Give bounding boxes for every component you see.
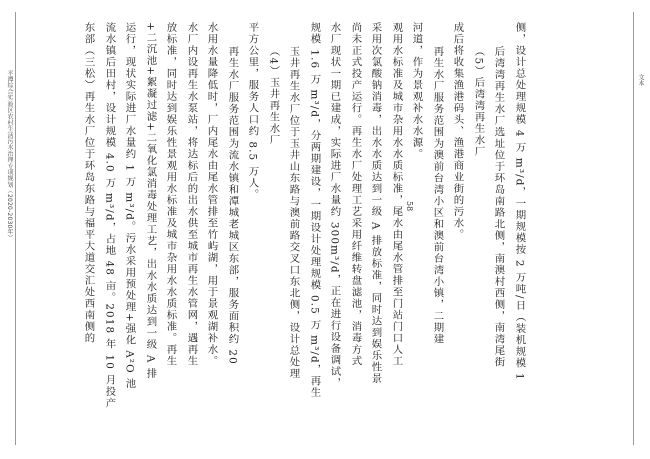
running-header-section: 文本 [637, 74, 644, 87]
text-line: 玉井再生水厂位于玉井山东路与澳前路交叉口东北侧，设计总处理 [287, 46, 300, 380]
text-line: 后湾湾再生水厂选址位于环岛南路北侧，南澳村西侧，南湾尾街 [492, 46, 505, 368]
text-line: 东部（三松）再生水厂位于环岛东路与福平大道交汇处西南侧的 [82, 22, 95, 344]
text-line: 平方公里，服务人口约 8.5 万人。 [246, 22, 259, 201]
margin-rule-left [15, 12, 16, 445]
text-line: 尚未正式投产运行。再生水厂处理工艺采用纤维转盘滤池，消毒方式 [349, 22, 362, 367]
text-line: 水厂现状一期已建成，实际进厂水量约 300m³/d，正在进行设备调试， [328, 22, 341, 389]
text-line: 水用水量降低时，厂内尾水由尾水管排至竹屿湖，用于景观湖补水。 [205, 22, 218, 367]
text-line: 成后将收集渔港码头、渔港商业街的污水。 [451, 22, 464, 241]
running-header-title: 平潭综合实验区农村生活污水治理专项规划（2020-2030年） [6, 70, 13, 241]
text-line: 采用次氯酸钠消毒，出水水质达到一级 A 排放标准，同时达到娱乐性景 [369, 22, 382, 385]
text-line: 河道，作为景观补水水源。 [410, 22, 423, 160]
section-heading: （4）玉井再生水厂 [267, 46, 280, 146]
text-line: 放标准，同时达到娱乐性景观用水标准及城市杂用水水质标准。再生 [164, 22, 177, 367]
text-line: +二沉池+絮凝过滤+二氧化氯消毒处理工艺，出水水质达到一级 A 排 [144, 22, 157, 380]
text-line: 观用水标准及城市杂用水水质标准，尾水由尾水管排至门站门口人工 [390, 22, 403, 367]
page-number: 58 [405, 201, 414, 212]
section-heading: （5）后湾湾再生水厂 [472, 46, 485, 158]
margin-rule-right [633, 12, 634, 445]
text-line: 规模 1.6 万 m³/d，分两期建设，一期设计处理规模 0.5 万 m³/d，再生 [308, 22, 321, 399]
text-line: 运行，现状实际进厂水量约 1 万 m³/d。污水采用预处理+强化 A²O 池 [123, 22, 136, 390]
text-line: 再生水厂服务范围为流水镇和潭城老城区东部，服务面积约 20 [226, 46, 239, 365]
text-line: 水厂内设再生水泵站，将达标后的出水供至城市再生水管网，遇再生 [185, 22, 198, 367]
text-line: 流水镇后田村，设计规模 4.0 万 m³/d，占地 48 亩。2018 年 10 月投产 [103, 22, 116, 409]
text-line: 再生水厂服务范围为澳前台湾小区和澳前台湾小镇，二期建 [431, 46, 444, 345]
text-line: 侧，设计总处理规模 4 万 m³/d，一期规模按 2 万吨/日（装机规模 1 [513, 22, 526, 381]
